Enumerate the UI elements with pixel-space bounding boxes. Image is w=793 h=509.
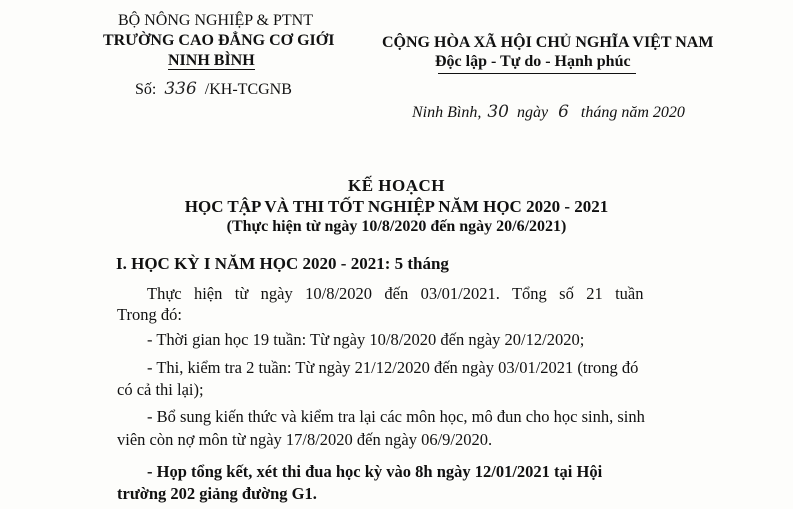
school-name: TRƯỜNG CAO ĐẲNG CƠ GIỚI bbox=[103, 32, 335, 49]
number-handwritten: 336 bbox=[164, 79, 197, 99]
motto-underline bbox=[438, 73, 636, 74]
list-item-continuation: viên còn nợ môn từ ngày 17/8/2020 đến ngày 06/9/2020. bbox=[117, 430, 493, 449]
number-prefix: Số: bbox=[135, 81, 157, 98]
number-suffix: /KH-TCGNB bbox=[204, 81, 292, 98]
place-name: Ninh Bình, bbox=[412, 104, 482, 121]
national-motto: Độc lập - Tự do - Hạnh phúc bbox=[435, 53, 631, 70]
month-year-label: tháng năm 2020 bbox=[580, 104, 685, 121]
list-item-bold: - Họp tổng kết, xét thi đua học kỳ vào 8h ngày 12/01/2021 tại Hội bbox=[147, 462, 603, 481]
document-period: (Thực hiện từ ngày 10/8/2020 đến ngày 20/6/2021) bbox=[226, 218, 567, 235]
document-type-heading: KẾ HOẠCH bbox=[347, 176, 446, 195]
section-heading: I. HỌC KỲ I NĂM HỌC 2020 - 2021: 5 tháng bbox=[116, 254, 449, 273]
list-item: - Bổ sung kiến thức và kiểm tra lại các môn học, mô đun cho học sinh, sinh bbox=[147, 407, 645, 426]
ministry-name: BỘ NÔNG NGHIỆP & PTNT bbox=[118, 12, 313, 29]
republic-title: CỘNG HÒA XÃ HỘI CHỦ NGHĨA VIỆT NAM bbox=[382, 34, 714, 51]
school-location bbox=[168, 52, 255, 70]
school-location-text: NINH BÌNH bbox=[168, 52, 255, 69]
document-subject-heading: HỌC TẬP VÀ THI TỐT NGHIỆP NĂM HỌC 2020 - 2021 bbox=[184, 197, 609, 216]
list-item: - Thời gian học 19 tuần: Từ ngày 10/8/2020 đến ngày 20/12/2020; bbox=[147, 330, 585, 349]
list-item-bold-continuation: trường 202 giảng đường G1. bbox=[117, 484, 317, 503]
paragraph-line: Thực hiện từ ngày 10/8/2020 đến 03/01/2021. Tổng số 21 tuần bbox=[147, 284, 644, 303]
month-handwritten: 6 bbox=[558, 102, 569, 122]
list-item: - Thi, kiểm tra 2 tuần: Từ ngày 21/12/2020 đến ngày 03/01/2021 (trong đó bbox=[147, 358, 639, 377]
paragraph-line: Trong đó: bbox=[117, 305, 182, 324]
place-date bbox=[412, 102, 685, 122]
document-number bbox=[135, 79, 292, 99]
list-item-continuation: có cả thi lại); bbox=[117, 380, 204, 399]
day-handwritten: 30 bbox=[487, 102, 509, 122]
day-label: ngày bbox=[516, 104, 549, 121]
